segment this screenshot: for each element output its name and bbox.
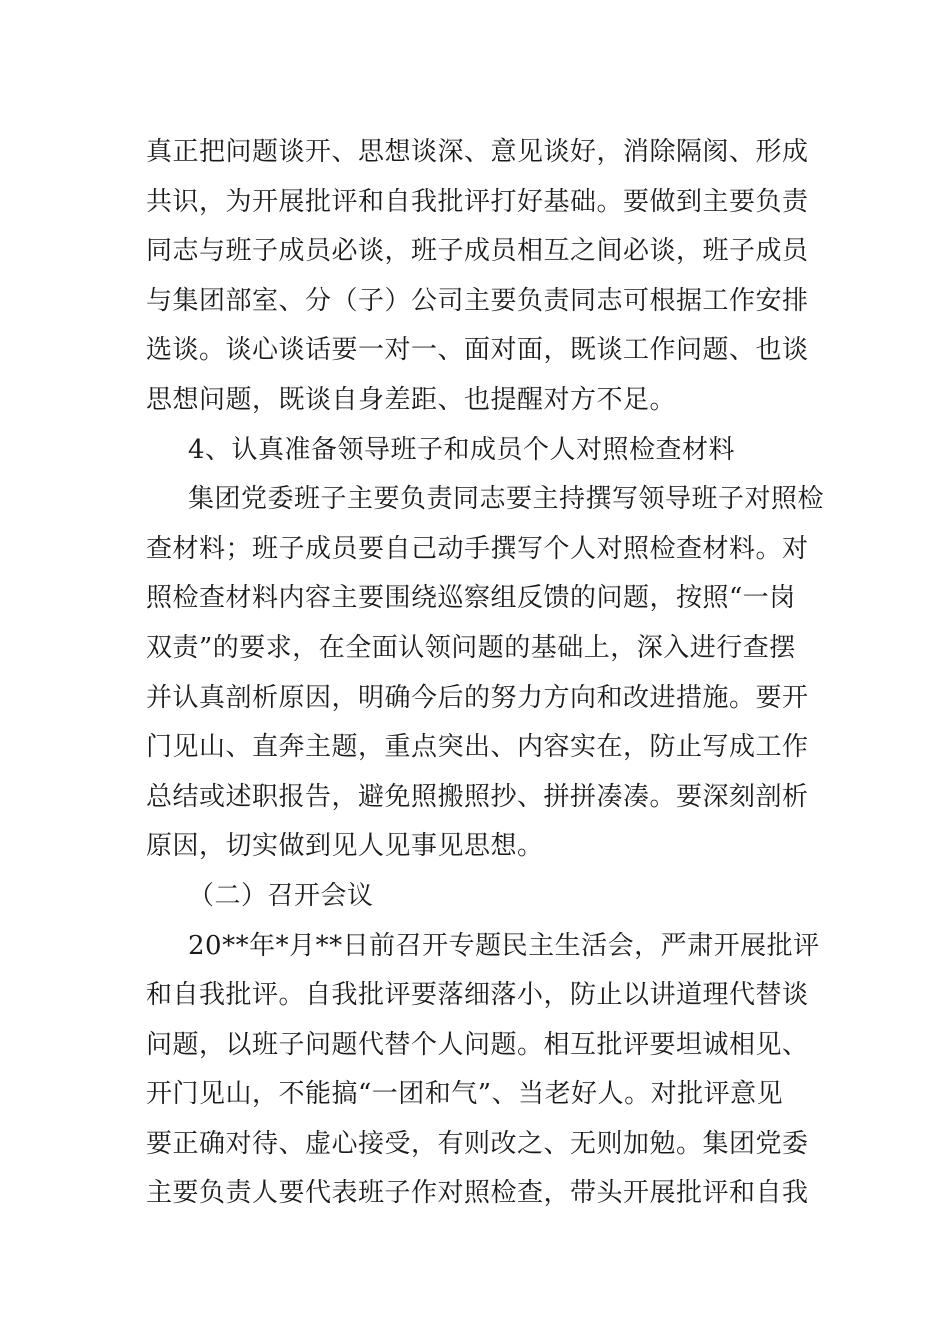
section-heading-4: 4、认真准备领导班子和成员个人对照检查材料 bbox=[188, 434, 736, 465]
text-line: 主要负责人要代表班子作对照检查，带头开展批评和自我 bbox=[146, 1178, 809, 1209]
text-line: 开门见山，不能搞“一团和气”、当老好人。对批评意见 bbox=[146, 1079, 784, 1110]
text-line: 同志与班子成员必谈，班子成员相互之间必谈，班子成员 bbox=[146, 236, 809, 267]
text-line: 查材料；班子成员要自己动手撰写个人对照检查材料。对 bbox=[146, 533, 809, 564]
text-line: 和自我批评。自我批评要落细落小，防止以讲道理代替谈 bbox=[146, 980, 809, 1011]
text-line: 共识，为开展批评和自我批评打好基础。要做到主要负责 bbox=[146, 186, 809, 217]
text-line: 真正把问题谈开、思想谈深、意见谈好，消除隔阂、形成 bbox=[146, 137, 809, 167]
text-line: 总结或述职报告，避免照搬照抄、拼拼凑凑。要深刻剖析 bbox=[146, 781, 809, 812]
text-line: 门见山、直奔主题，重点突出、内容实在，防止写成工作 bbox=[146, 732, 809, 763]
text-line: 集团党委班子主要负责同志要主持撰写领导班子对照检 bbox=[188, 484, 825, 515]
section-heading-2: （二）召开会议 bbox=[188, 880, 374, 911]
paragraph-talks bbox=[146, 128, 810, 426]
text-line: 20**年*月**日前召开专题民主生活会，严肃开展批评 bbox=[188, 930, 820, 961]
paragraph-materials bbox=[146, 475, 825, 872]
text-line: 并认真剖析原因，明确今后的努力方向和改进措施。要开 bbox=[146, 682, 809, 713]
paragraph-meeting bbox=[146, 922, 820, 1220]
text-line: 照检查材料内容主要围绕巡察组反馈的问题，按照“一岗 bbox=[146, 583, 796, 614]
text-line: 双责”的要求，在全面认领问题的基础上，深入进行查摆 bbox=[146, 632, 796, 663]
text-line: 思想问题，既谈自身差距、也提醒对方不足。 bbox=[146, 384, 677, 415]
text-line: 选谈。谈心谈话要一对一、面对面，既谈工作问题、也谈 bbox=[146, 335, 809, 366]
text-line: 要正确对待、虚心接受，有则改之、无则加勉。集团党委 bbox=[146, 1128, 809, 1159]
text-line: 原因，切实做到见人见事见思想。 bbox=[146, 831, 544, 862]
text-line: 问题，以班子问题代替个人问题。相互批评要坦诚相见、 bbox=[146, 1029, 809, 1060]
text-line: 与集团部室、分（子）公司主要负责同志可根据工作安排 bbox=[146, 285, 809, 316]
document-page bbox=[146, 128, 825, 1219]
